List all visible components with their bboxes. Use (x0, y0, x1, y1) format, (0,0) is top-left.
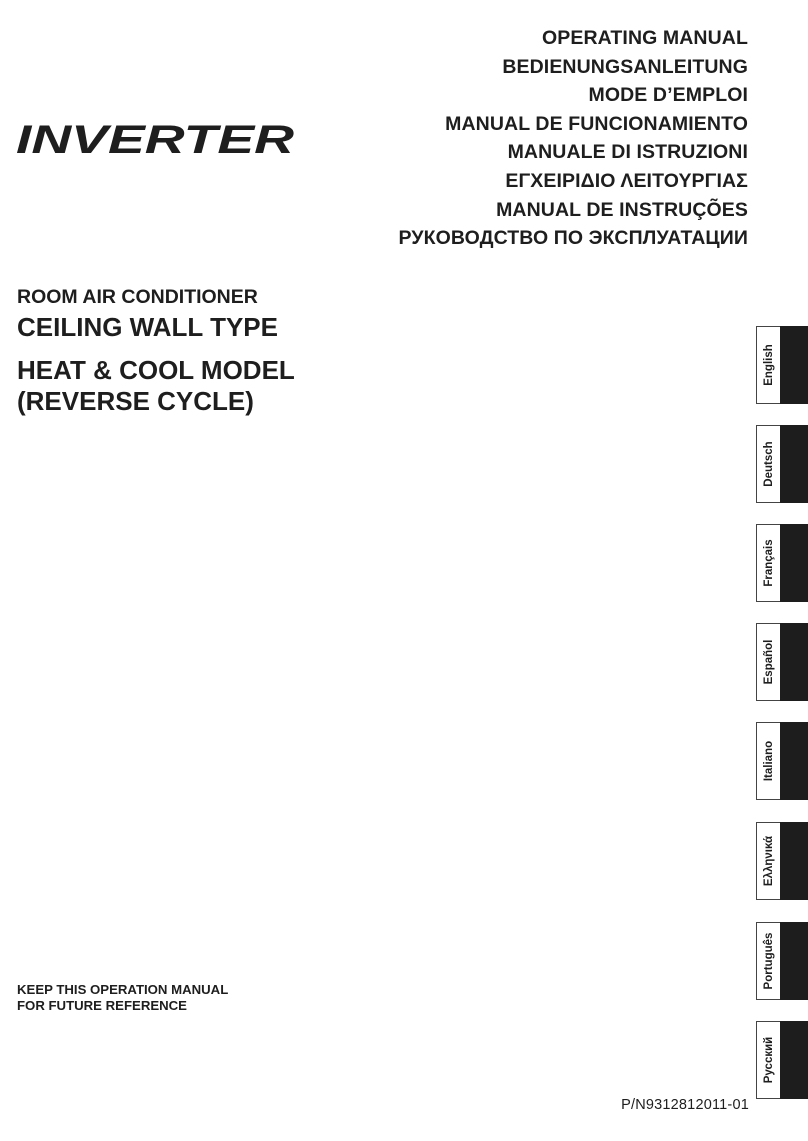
language-tab-greek[interactable] (756, 822, 808, 900)
language-tab-russian[interactable] (756, 1021, 808, 1099)
tab-label: Русский (762, 1036, 775, 1084)
part-number: P/N9312812011-01 (621, 1097, 749, 1113)
manual-title-list (399, 24, 748, 253)
product-category: ROOM AIR CONDITIONER (17, 286, 258, 308)
language-tab-english[interactable] (756, 326, 808, 404)
title-spanish: MANUAL DE FUNCIONAMIENTO (445, 112, 748, 135)
keep-notice-line2: FOR FUTURE REFERENCE (17, 998, 187, 1013)
product-model: HEAT & COOL MODEL (17, 355, 295, 385)
tab-label: Português (762, 932, 775, 990)
product-cycle: (REVERSE CYCLE) (17, 386, 254, 416)
product-type: CEILING WALL TYPE (17, 312, 278, 342)
title-russian: РУКОВОДСТВО ПО ЭКСПЛУАТАЦИИ (398, 227, 748, 250)
inverter-logo (16, 113, 298, 159)
title-german: BEDIENUNGSANLEITUNG (502, 55, 748, 78)
title-italian: MANUALE DI ISTRUZIONI (507, 141, 748, 164)
title-greek: ΕΓΧΕΙΡΙΔΙΟ ΛΕΙΤΟΥΡΓΙΑΣ (505, 169, 748, 192)
tab-label: Italiano (762, 740, 775, 782)
language-tab-francais[interactable] (756, 524, 808, 602)
title-portuguese: MANUAL DE INSTRUÇÕES (496, 198, 748, 221)
language-tab-deutsch[interactable] (756, 425, 808, 503)
tab-label: Español (762, 639, 775, 685)
keep-notice (17, 982, 228, 1014)
tab-label: Français (762, 539, 775, 587)
tab-label: Deutsch (762, 441, 775, 487)
tab-label: Ελληνικά (762, 835, 775, 887)
product-description (17, 285, 295, 417)
language-tab-portugues[interactable] (756, 922, 808, 1000)
language-tab-italiano[interactable] (756, 722, 808, 800)
title-french: MODE D’EMPLOI (588, 84, 748, 107)
keep-notice-line1: KEEP THIS OPERATION MANUAL (17, 982, 229, 997)
tab-label: English (762, 344, 775, 386)
language-tabs (756, 326, 808, 1126)
language-tab-espanol[interactable] (756, 623, 808, 701)
title-english: OPERATING MANUAL (542, 27, 748, 49)
logo-wordmark: INVERTER (16, 118, 295, 159)
